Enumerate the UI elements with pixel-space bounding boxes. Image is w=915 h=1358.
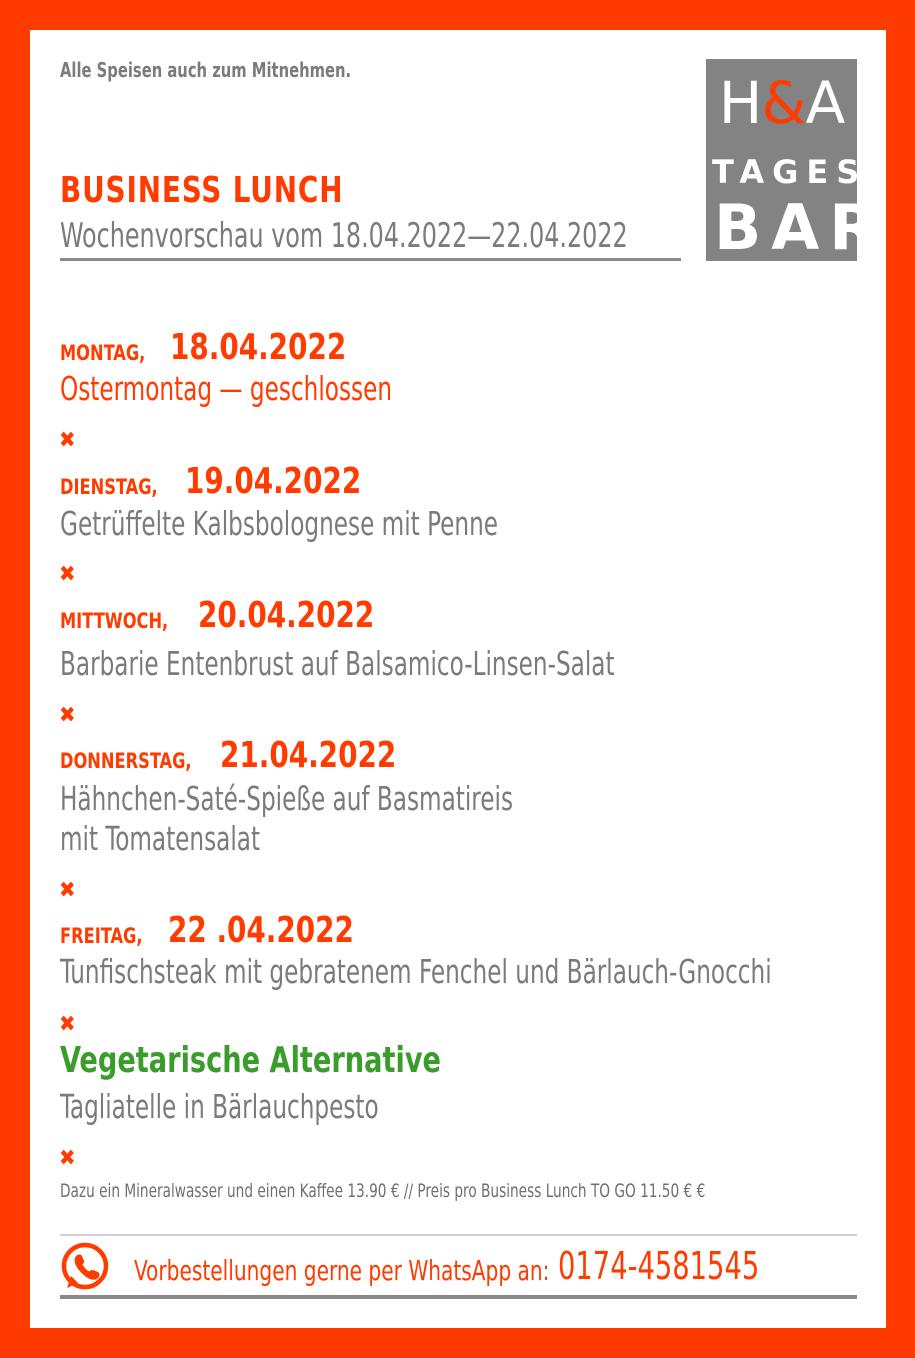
order-phone-number[interactable]: 0174-4581545 — [558, 1244, 760, 1288]
vegetarian-title: Vegetarische Alternative — [60, 1040, 442, 1081]
separator-icon: ✖ — [59, 1146, 76, 1171]
dish-friday: Tunfischsteak mit gebratenem Fenchel und Bärlauch-Gnocchi — [60, 952, 772, 991]
logo-initials — [706, 69, 857, 137]
date-thursday: 21.04.2022 — [220, 735, 397, 776]
day-label-wednesday: MITTWOCH, — [60, 609, 169, 633]
dish-monday: Ostermontag — geschlossen — [60, 369, 393, 408]
footer-divider — [60, 1234, 857, 1236]
week-preview-subtitle: Wochenvorschau vom 18.04.2022—22.04.2022 — [60, 216, 628, 256]
date-friday: 22 .04.2022 — [168, 910, 354, 951]
date-wednesday: 20.04.2022 — [198, 595, 375, 636]
dish-wednesday: Barbarie Entenbrust auf Balsamico-Linsen-Salat — [60, 644, 615, 683]
dish-thursday-line1: Hähnchen-Saté-Spieße auf Basmatireis — [60, 779, 514, 818]
separator-icon: ✖ — [59, 878, 76, 903]
takeaway-note: Alle Speisen auch zum Mitnehmen. — [60, 58, 352, 82]
menu-card — [30, 30, 886, 1328]
vegetarian-dish: Tagliatelle in Bärlauchpesto — [60, 1087, 379, 1126]
date-tuesday: 19.04.2022 — [185, 461, 362, 502]
logo-bar: BAR — [714, 191, 887, 264]
dish-thursday-line2: mit Tomatensalat — [60, 819, 261, 858]
day-label-thursday: DONNERSTAG, — [60, 749, 192, 773]
day-label-monday: MONTAG, — [60, 341, 146, 365]
page-title: BUSINESS LUNCH — [60, 170, 344, 211]
footer-bottom-rule — [60, 1295, 857, 1299]
logo-letter-a: A — [805, 69, 845, 137]
day-label-tuesday: DIENSTAG, — [60, 475, 158, 499]
logo-tages: TAGES — [712, 153, 868, 191]
date-monday: 18.04.2022 — [170, 327, 347, 368]
separator-icon: ✖ — [59, 1012, 76, 1037]
logo-letter-h: H — [718, 69, 762, 137]
order-label: Vorbestellungen gerne per WhatsApp an: — [134, 1254, 550, 1287]
ha-tagesbar-logo — [706, 59, 887, 264]
whatsapp-icon[interactable] — [59, 1241, 111, 1293]
dish-tuesday: Getrüffelte Kalbsbolognese mit Penne — [60, 504, 499, 543]
title-divider — [60, 258, 681, 261]
separator-icon: ✖ — [59, 562, 76, 587]
price-footnote: Dazu ein Mineralwasser und einen Kaffee 13.90 € // Preis pro Business Lunch TO GO 11.50 € € — [60, 1180, 706, 1202]
logo-ampersand: & — [761, 69, 806, 137]
day-label-friday: FREITAG, — [60, 924, 143, 948]
separator-icon: ✖ — [59, 703, 76, 728]
separator-icon: ✖ — [59, 428, 76, 453]
